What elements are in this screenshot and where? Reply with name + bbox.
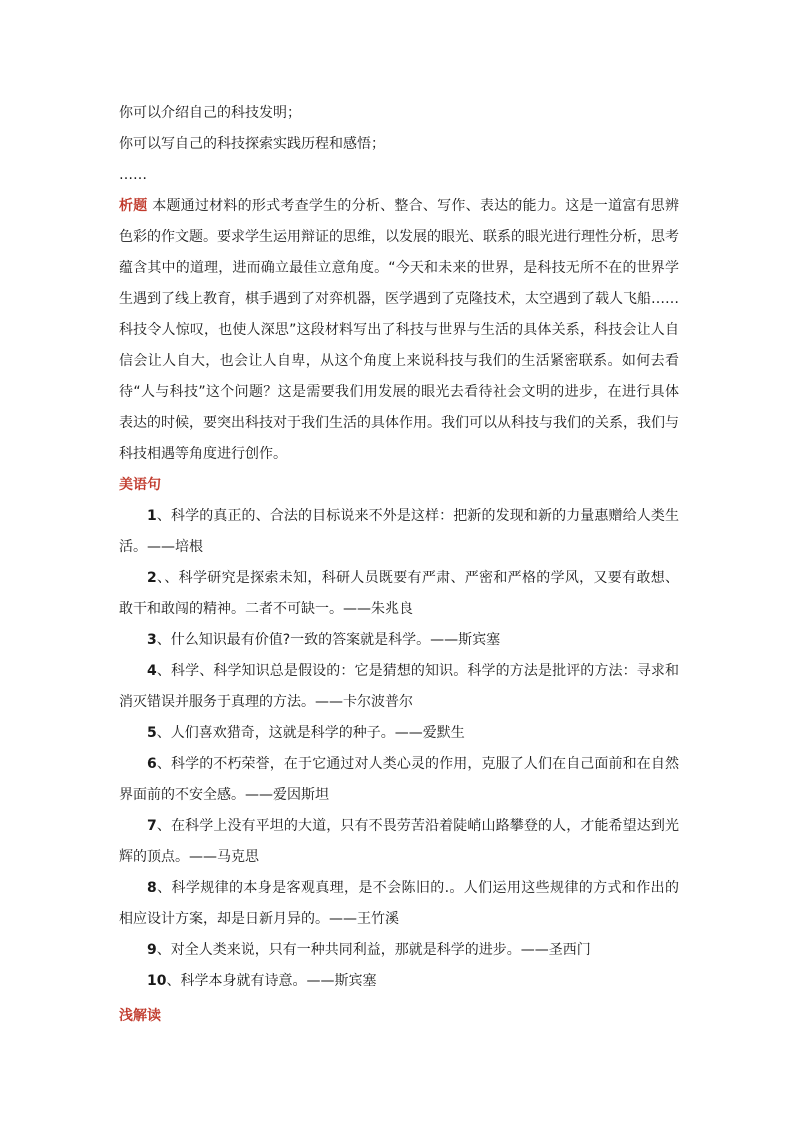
quote-text: 、科学本身就有诗意。——斯宾塞 <box>166 973 377 989</box>
intro-line-1: 你可以介绍自己的科技发明； <box>119 105 301 121</box>
quote-number: 6 <box>147 756 157 772</box>
analysis-label: 析题 <box>119 198 148 214</box>
quote-text: 、科学的不朽荣誉，在于它通过对人类心灵的作用，克服了人们在自己面前和在自然界面前的不安全感。——爱因斯坦 <box>119 756 679 803</box>
quote-text: 、科学、科学知识总是假设的：它是猜想的知识。科学的方法是批评的方法：寻求和消灭错误并服务于真理的方法。——卡尔波普尔 <box>119 663 679 710</box>
quote-text: 、人们喜欢猎奇，这就是科学的种子。——爱默生 <box>156 725 465 741</box>
analysis-text: 本题通过材料的形式考查学生的分析、整合、写作、表达的能力。这是一道富有思辨色彩的作文题。要求学生运用辩证的思维，以发展的眼光、联系的眼光进行理性分析，思考蕴含其中的道理，进而确立最佳立意角度。“今天和未来的世界，是科技无所不在的世界学生遇到了线上教育，棋手遇到了对弈机器，医学遇到了克隆技术，太空遇到了载人飞船……科技令人惊叹，也使人深思”这段材料写出了科技与世界与生活的具体关系，科技会让人自信会让人自大，也会让人自卑，从这个角度上来说科技与我们的生活紧密联系。如何去看待“人与科技”这个问题？这是需要我们用发展的眼光去看待社会文明的进步，在进行具体表达的时候，要突出科技对于我们生活的具体作用。我们可以从科技与我们的关系，我们与科技相遇等角度进行创作。 <box>119 198 680 462</box>
quote-number: 3 <box>147 632 157 648</box>
quote-number: 2 <box>147 570 157 586</box>
reading-heading: 浅解读 <box>119 1008 161 1024</box>
analysis-paragraph <box>119 191 679 470</box>
intro-ellipsis: …… <box>119 167 147 183</box>
intro-line-2: 你可以写自己的科技探索实践历程和感悟； <box>119 136 385 152</box>
quotes-heading: 美语句 <box>119 477 161 493</box>
quote-number: 9 <box>147 942 157 958</box>
quote-item <box>119 501 679 563</box>
quote-item <box>119 625 679 656</box>
quote-item <box>119 966 679 997</box>
quote-text: 、、科学研究是探索未知，科研人员既要有严肃、严密和严格的学风，又要有敢想、敢干和敢闯的精神。二者不可缺一。——朱兆良 <box>119 570 679 617</box>
quote-item <box>119 873 679 935</box>
quote-item <box>119 749 679 811</box>
quote-item <box>119 656 679 718</box>
document-content <box>119 98 679 1032</box>
quote-text: 、科学规律的本身是客观真理，是不会陈旧的.。人们运用这些规律的方式和作出的相应设计方案，却是日新月异的。——王竹溪 <box>119 880 679 927</box>
quote-item <box>119 718 679 749</box>
quote-text: 、科学的真正的、合法的目标说来不外是这样：把新的发现和新的力量惠赠给人类生活。——培根 <box>119 508 679 555</box>
quote-item <box>119 935 679 966</box>
quote-number: 1 <box>147 508 157 524</box>
quote-text: 、对全人类来说，只有一种共同利益，那就是科学的进步。——圣西门 <box>156 942 591 958</box>
quote-number: 5 <box>147 725 157 741</box>
quote-number: 10 <box>147 973 167 989</box>
quote-item <box>119 811 679 873</box>
quote-text: 、在科学上没有平坦的大道，只有不畏劳苦沿着陡峭山路攀登的人，才能希望达到光辉的顶点。——马克思 <box>119 818 679 865</box>
quote-item <box>119 563 679 625</box>
quote-number: 4 <box>147 663 157 679</box>
quote-text: 、什么知识最有价值?一致的答案就是科学。——斯宾塞 <box>156 632 501 648</box>
quote-number: 8 <box>147 880 157 896</box>
quote-number: 7 <box>147 818 157 834</box>
